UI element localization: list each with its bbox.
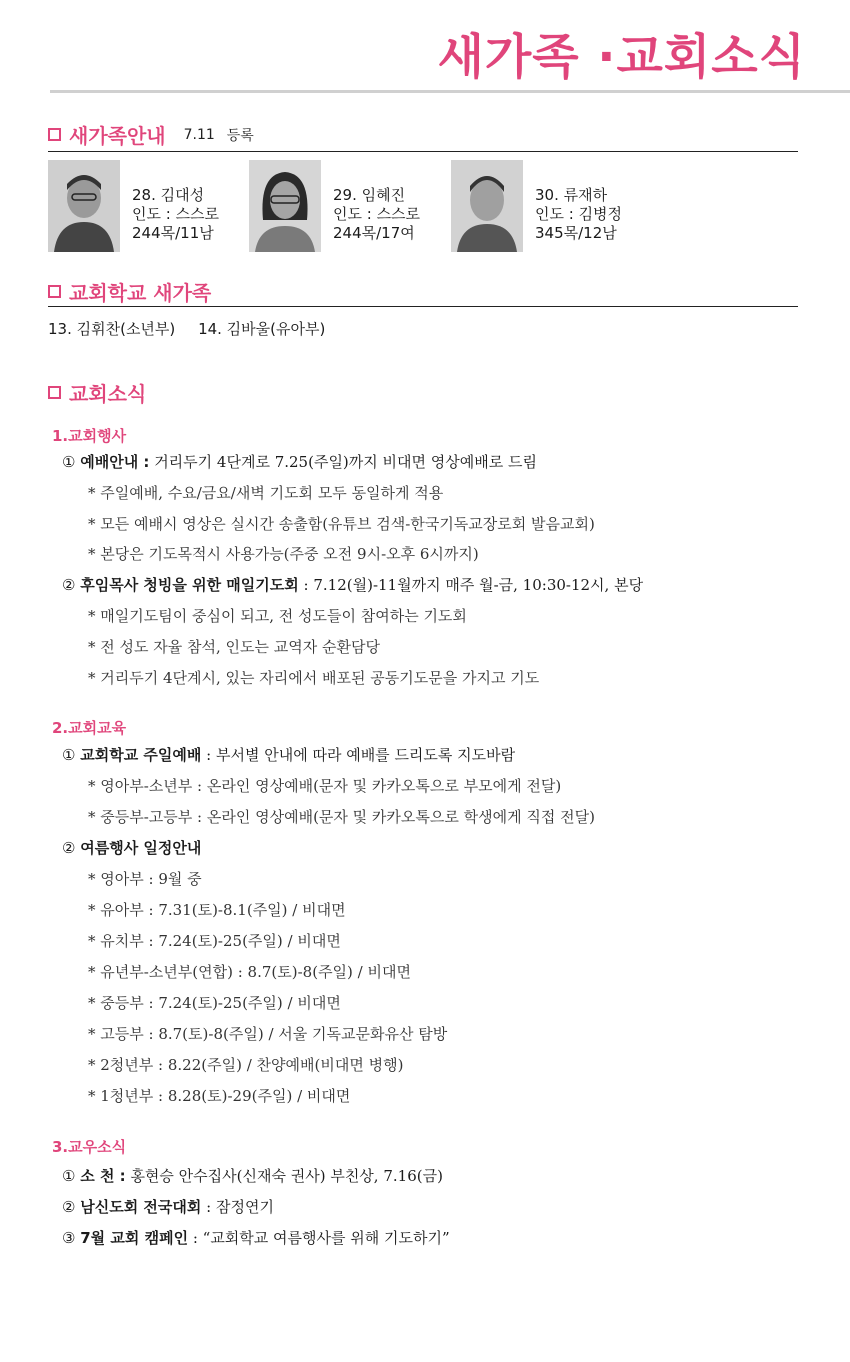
note-line: * 1청년부 : 8.28(토)-29(주일) / 비대면 xyxy=(88,1087,351,1105)
education-item-1 xyxy=(62,744,515,765)
member-guide: 인도 : 스스로 xyxy=(132,205,220,223)
item-text: : 부서별 안내에 따라 예배를 드리도록 지도바람 xyxy=(201,746,516,764)
member-photo xyxy=(48,160,120,252)
newfamily-reg: 등록 xyxy=(226,127,254,144)
school-item: 13. 김휘찬(소년부) xyxy=(48,320,176,338)
member-guide: 인도 : 스스로 xyxy=(333,205,421,223)
square-bullet-icon xyxy=(48,386,61,399)
member-name: 30. 류재하 xyxy=(535,186,608,204)
school-list xyxy=(48,318,343,339)
item-text: 거리두기 4단계로 7.25(주일)까지 비대면 영상예배로 드림 xyxy=(149,453,537,471)
member-photo xyxy=(451,160,523,252)
member-group: 345목/12남 xyxy=(535,224,617,242)
note-line: * 매일기도팀이 중심이 되고, 전 성도들이 참여하는 기도회 xyxy=(88,607,467,625)
note-line: * 유아부 : 7.31(토)-8.1(주일) / 비대면 xyxy=(88,901,346,919)
item-text: : 7.12(월)-11월까지 매주 월-금, 10:30-12시, 본당 xyxy=(298,576,644,594)
item-number: ② xyxy=(62,1198,76,1216)
education-title: 2.교회교육 xyxy=(52,719,127,737)
item-number: ② xyxy=(62,576,76,594)
news-heading-text: 교회소식 xyxy=(69,382,147,406)
members-news-title: 3.교우소식 xyxy=(52,1138,127,1156)
note-line: * 유년부-소년부(연합) : 8.7(토)-8(주일) / 비대면 xyxy=(88,963,411,981)
note-line: * 영아부 : 9월 중 xyxy=(88,870,202,888)
note-line: * 주일예배, 수요/금요/새벽 기도회 모두 동일하게 적용 xyxy=(88,484,444,502)
item-label: 소 천 : xyxy=(80,1167,126,1185)
item-number: ① xyxy=(62,1167,76,1185)
members-news-item-1 xyxy=(62,1165,443,1186)
note-line: * 중등부 : 7.24(토)-25(주일) / 비대면 xyxy=(88,994,341,1012)
item-label: 7월 교회 캠페인 xyxy=(80,1229,189,1247)
item-text: : 잠정연기 xyxy=(201,1198,274,1216)
members-news-item-3 xyxy=(62,1227,450,1248)
item-number: ③ xyxy=(62,1229,76,1247)
newfamily-date: 7.11 xyxy=(183,126,215,143)
item-text: 홍현승 안수집사(신재숙 권사) 부친상, 7.16(금) xyxy=(125,1167,443,1185)
school-item: 14. 김바울(유아부) xyxy=(198,320,326,338)
note-line: * 본당은 기도목적시 사용가능(주중 오전 9시-오후 6시까지) xyxy=(88,545,479,563)
school-heading xyxy=(48,277,211,306)
member-card xyxy=(451,160,622,252)
item-label: 여름행사 일정안내 xyxy=(80,839,202,857)
member-card xyxy=(249,160,420,252)
item-number: ① xyxy=(62,453,76,471)
item-number: ② xyxy=(62,839,76,857)
member-name: 28. 김대성 xyxy=(132,186,205,204)
note-line: * 중등부-고등부 : 온라인 영상예배(문자 및 카카오톡으로 학생에게 직접 전달) xyxy=(88,808,595,826)
members-news-item-2 xyxy=(62,1196,274,1217)
events-item-2 xyxy=(62,574,643,595)
member-name: 29. 임혜진 xyxy=(333,186,406,204)
member-photo xyxy=(249,160,321,252)
square-bullet-icon xyxy=(48,285,61,298)
square-bullet-icon xyxy=(48,128,61,141)
item-label: 교회학교 주일예배 xyxy=(80,746,202,764)
note-line: * 유치부 : 7.24(토)-25(주일) / 비대면 xyxy=(88,932,341,950)
school-divider xyxy=(48,306,798,307)
newfamily-divider xyxy=(48,151,798,152)
news-heading xyxy=(48,378,146,407)
member-group: 244목/17여 xyxy=(333,224,415,242)
item-text: : “교회학교 여름행사를 위해 기도하기” xyxy=(188,1229,450,1247)
events-item-1 xyxy=(62,451,537,472)
note-line: * 모든 예배시 영상은 실시간 송출함(유튜브 검색-한국기독교장로회 발음교회) xyxy=(88,515,595,533)
title-divider xyxy=(50,90,850,93)
newfamily-heading xyxy=(48,120,254,149)
item-label: 남신도회 전국대회 xyxy=(80,1198,202,1216)
note-line: * 고등부 : 8.7(토)-8(주일) / 서울 기독교문화유산 탐방 xyxy=(88,1025,448,1043)
events-title: 1.교회행사 xyxy=(52,427,127,445)
note-line: * 전 성도 자율 참석, 인도는 교역자 순환담당 xyxy=(88,638,380,656)
note-line: * 영아부-소년부 : 온라인 영상예배(문자 및 카카오톡으로 부모에게 전달) xyxy=(88,777,562,795)
item-number: ① xyxy=(62,746,76,764)
newfamily-heading-text: 새가족안내 xyxy=(69,124,166,148)
item-label: 후임목사 청빙을 위한 매일기도회 xyxy=(80,576,299,594)
member-guide: 인도 : 김병정 xyxy=(535,205,623,223)
item-label: 예배안내 : xyxy=(80,453,150,471)
note-line: * 2청년부 : 8.22(주일) / 찬양예배(비대면 병행) xyxy=(88,1056,404,1074)
member-card xyxy=(48,160,219,252)
note-line: * 거리두기 4단계시, 있는 자리에서 배포된 공동기도문을 가지고 기도 xyxy=(88,669,540,687)
member-group: 244목/11남 xyxy=(132,224,214,242)
school-heading-text: 교회학교 새가족 xyxy=(69,281,212,305)
page-title: 새가족 ·교회소식 xyxy=(437,29,806,85)
education-item-2 xyxy=(62,837,201,858)
